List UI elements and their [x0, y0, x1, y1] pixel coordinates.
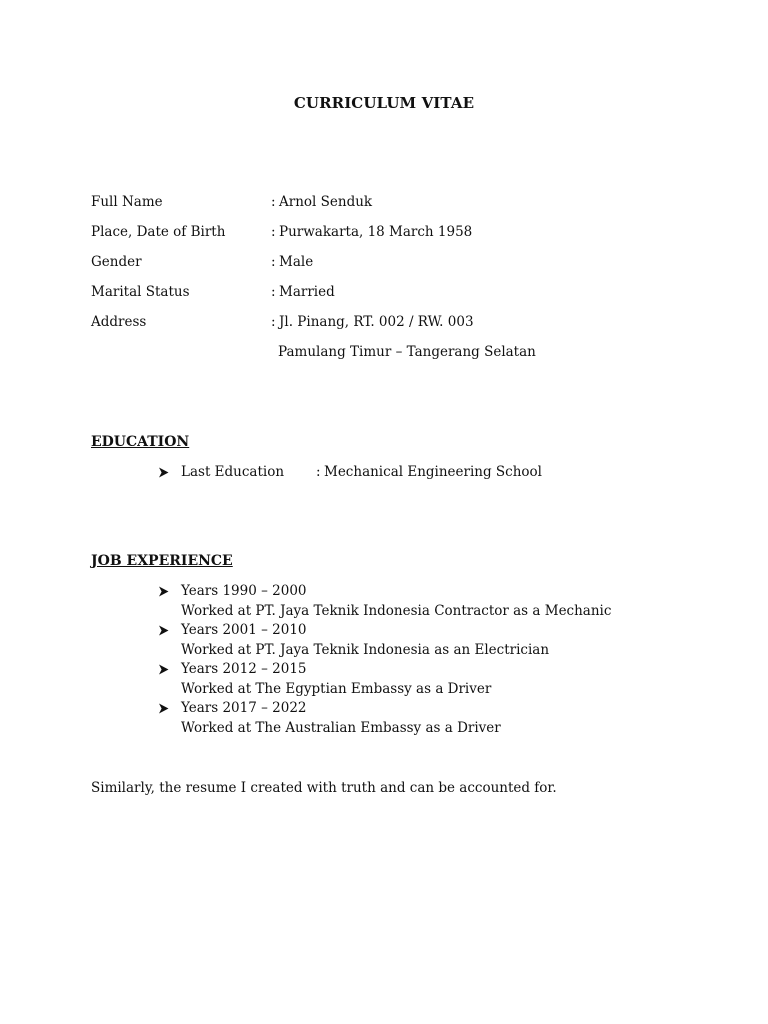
arrow-bullet-icon: [158, 581, 172, 601]
field-label: Gender: [91, 254, 142, 270]
field-label: Address: [91, 314, 147, 330]
closing-statement: Similarly, the resume I created with truth and can be accounted for.: [91, 780, 557, 796]
field-colon: :: [271, 314, 276, 330]
field-label: Full Name: [91, 194, 163, 210]
arrow-bullet-icon: [158, 698, 172, 718]
field-colon: :: [271, 254, 276, 270]
field-colon: :: [271, 224, 276, 240]
field-label: Marital Status: [91, 284, 190, 300]
field-value: Arnol Senduk: [279, 194, 373, 210]
field-colon: :: [271, 194, 276, 210]
arrow-bullet-icon: [158, 620, 172, 640]
education-label: Last Education: [181, 464, 285, 480]
job-description: Worked at PT. Jaya Teknik Indonesia Contractor as a Mechanic: [181, 603, 612, 619]
field-label: Place, Date of Birth: [91, 224, 226, 240]
job-years: Years 2017 – 2022: [181, 700, 307, 716]
job-description: Worked at The Australian Embassy as a Driver: [181, 720, 501, 736]
field-colon: :: [271, 284, 276, 300]
job-years: Years 2001 – 2010: [181, 622, 307, 638]
field-value: Jl. Pinang, RT. 002 / RW. 003: [279, 314, 474, 330]
education-colon: :: [316, 464, 321, 480]
education-heading: EDUCATION: [91, 434, 190, 450]
field-value: Male: [279, 254, 314, 270]
arrow-bullet-icon: [158, 659, 172, 679]
field-value: Purwakarta, 18 March 1958: [279, 224, 473, 240]
address-line-2: Pamulang Timur – Tangerang Selatan: [278, 344, 536, 360]
arrow-bullet-icon: [158, 462, 172, 482]
document-title: CURRICULUM VITAE: [293, 94, 475, 112]
job-description: Worked at PT. Jaya Teknik Indonesia as an Electrician: [181, 642, 550, 658]
education-value: Mechanical Engineering School: [324, 464, 543, 480]
job-years: Years 1990 – 2000: [181, 583, 307, 599]
field-value: Married: [279, 284, 335, 300]
job-years: Years 2012 – 2015: [181, 661, 307, 677]
job-description: Worked at The Egyptian Embassy as a Driver: [181, 681, 492, 697]
job-experience-heading: JOB EXPERIENCE: [91, 553, 233, 569]
